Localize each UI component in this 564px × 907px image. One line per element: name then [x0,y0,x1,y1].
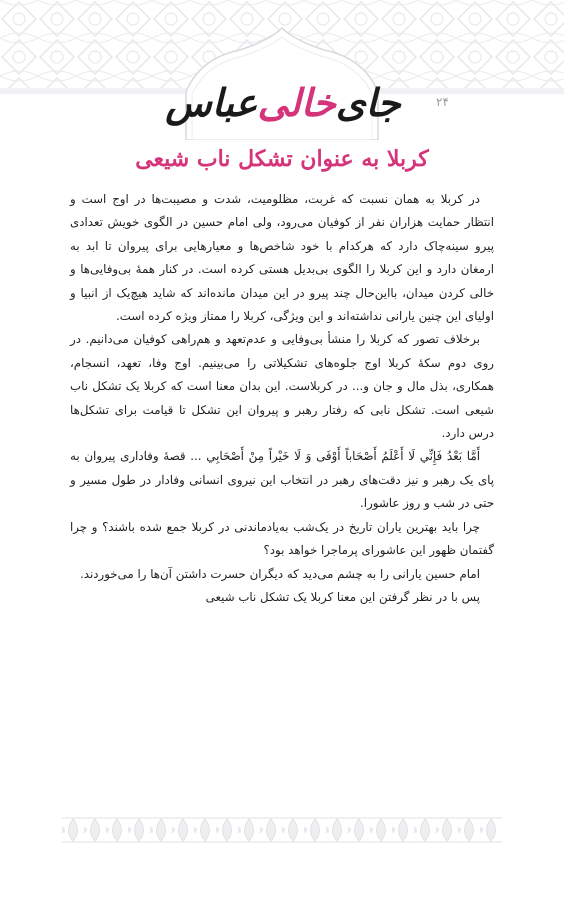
section-heading: کربلا به عنوان تشکل ناب شیعی [135,146,429,172]
footer-ornament [62,815,502,845]
paragraph-3: أَمَّا بَعْدُ فَإِنِّي لَا أَعْلَمُ أَصْحَاباً أَوْفَى وَ لَا خَيْراً مِنْ أَصْحَابِي ... قصهٔ وفاداری پیروان به پای یک رهبر و نیز دقت‌های رهبر در انتخاب این نیروی انسانی وفادار در طول مسیر و حتی در شب و روز عاشورا. [70,449,494,511]
paragraph-5: امام حسین یارانی را به چشم می‌دید که دیگران حسرت داشتن آن‌ها را می‌خوردند. [80,566,480,581]
paragraph-1: در کربلا به همان نسبت که غربت، مظلومیت، شدت و مصیبت‌ها در اوج است و انتظار حمایت هزاران نفر از کوفیان می‌رود، ولی امام حسین در الگوی خویش تعدادی پیرو سینه‌چاک دارد که هرکدام با خود شاخص‌ها و معیارهایی برای پیروان تا ابد به ارمغان دارد و این کربلا را الگوی بی‌بدیل هستی کرده است. در کنار همهٔ بی‌وفایی‌ها و خالی کردن میدان، بااین‌حال چند پیرو در این میدان مانده‌اند که شاید هیچ‌یک از انبیا و اولیای این چنین یارانی نداشته‌اند و این ویژگی، کربلا را ممتاز ویژه کرده است. [70,192,494,324]
page-number: ۲۴ [436,95,449,109]
footer-pattern-icon [62,815,502,845]
book-title-part-1: جای [335,79,401,125]
paragraph-6: پس با در نظر گرفتن این معنا کربلا یک تشکل ناب شیعی [205,589,480,604]
paragraph-2: برخلاف تصور که کربلا را منشأ بی‌وفایی و عدم‌تعهد و هم‌راهی کوفیان می‌دانیم. در روی دوم سکهٔ کربلا اوج جلوه‌های تشکیلاتی را می‌بینیم. اوج وفا، تعهد، انسجام، همکاری، بذل مال و جان و... در کربلاست. این بدان معنا است که کربلا یک تشکل ناب شیعی است. تشکل نابی که رفتار رهبر و پیروان این تشکل تا قیامت برای تشکل‌ها درس دارد. [70,332,494,441]
book-title-part-2: خالی [257,79,336,125]
book-title-part-3: عباس [165,79,258,125]
body-text [70,188,494,609]
paragraph-4: چرا باید بهترین یاران تاریخ در یک‌شب به‌یادماندنی در کربلا جمع شده باشند؟ و چرا گفتمان ظهور این عاشورای پرماجرا خواهد بود؟ [70,519,494,558]
book-title [165,68,401,136]
